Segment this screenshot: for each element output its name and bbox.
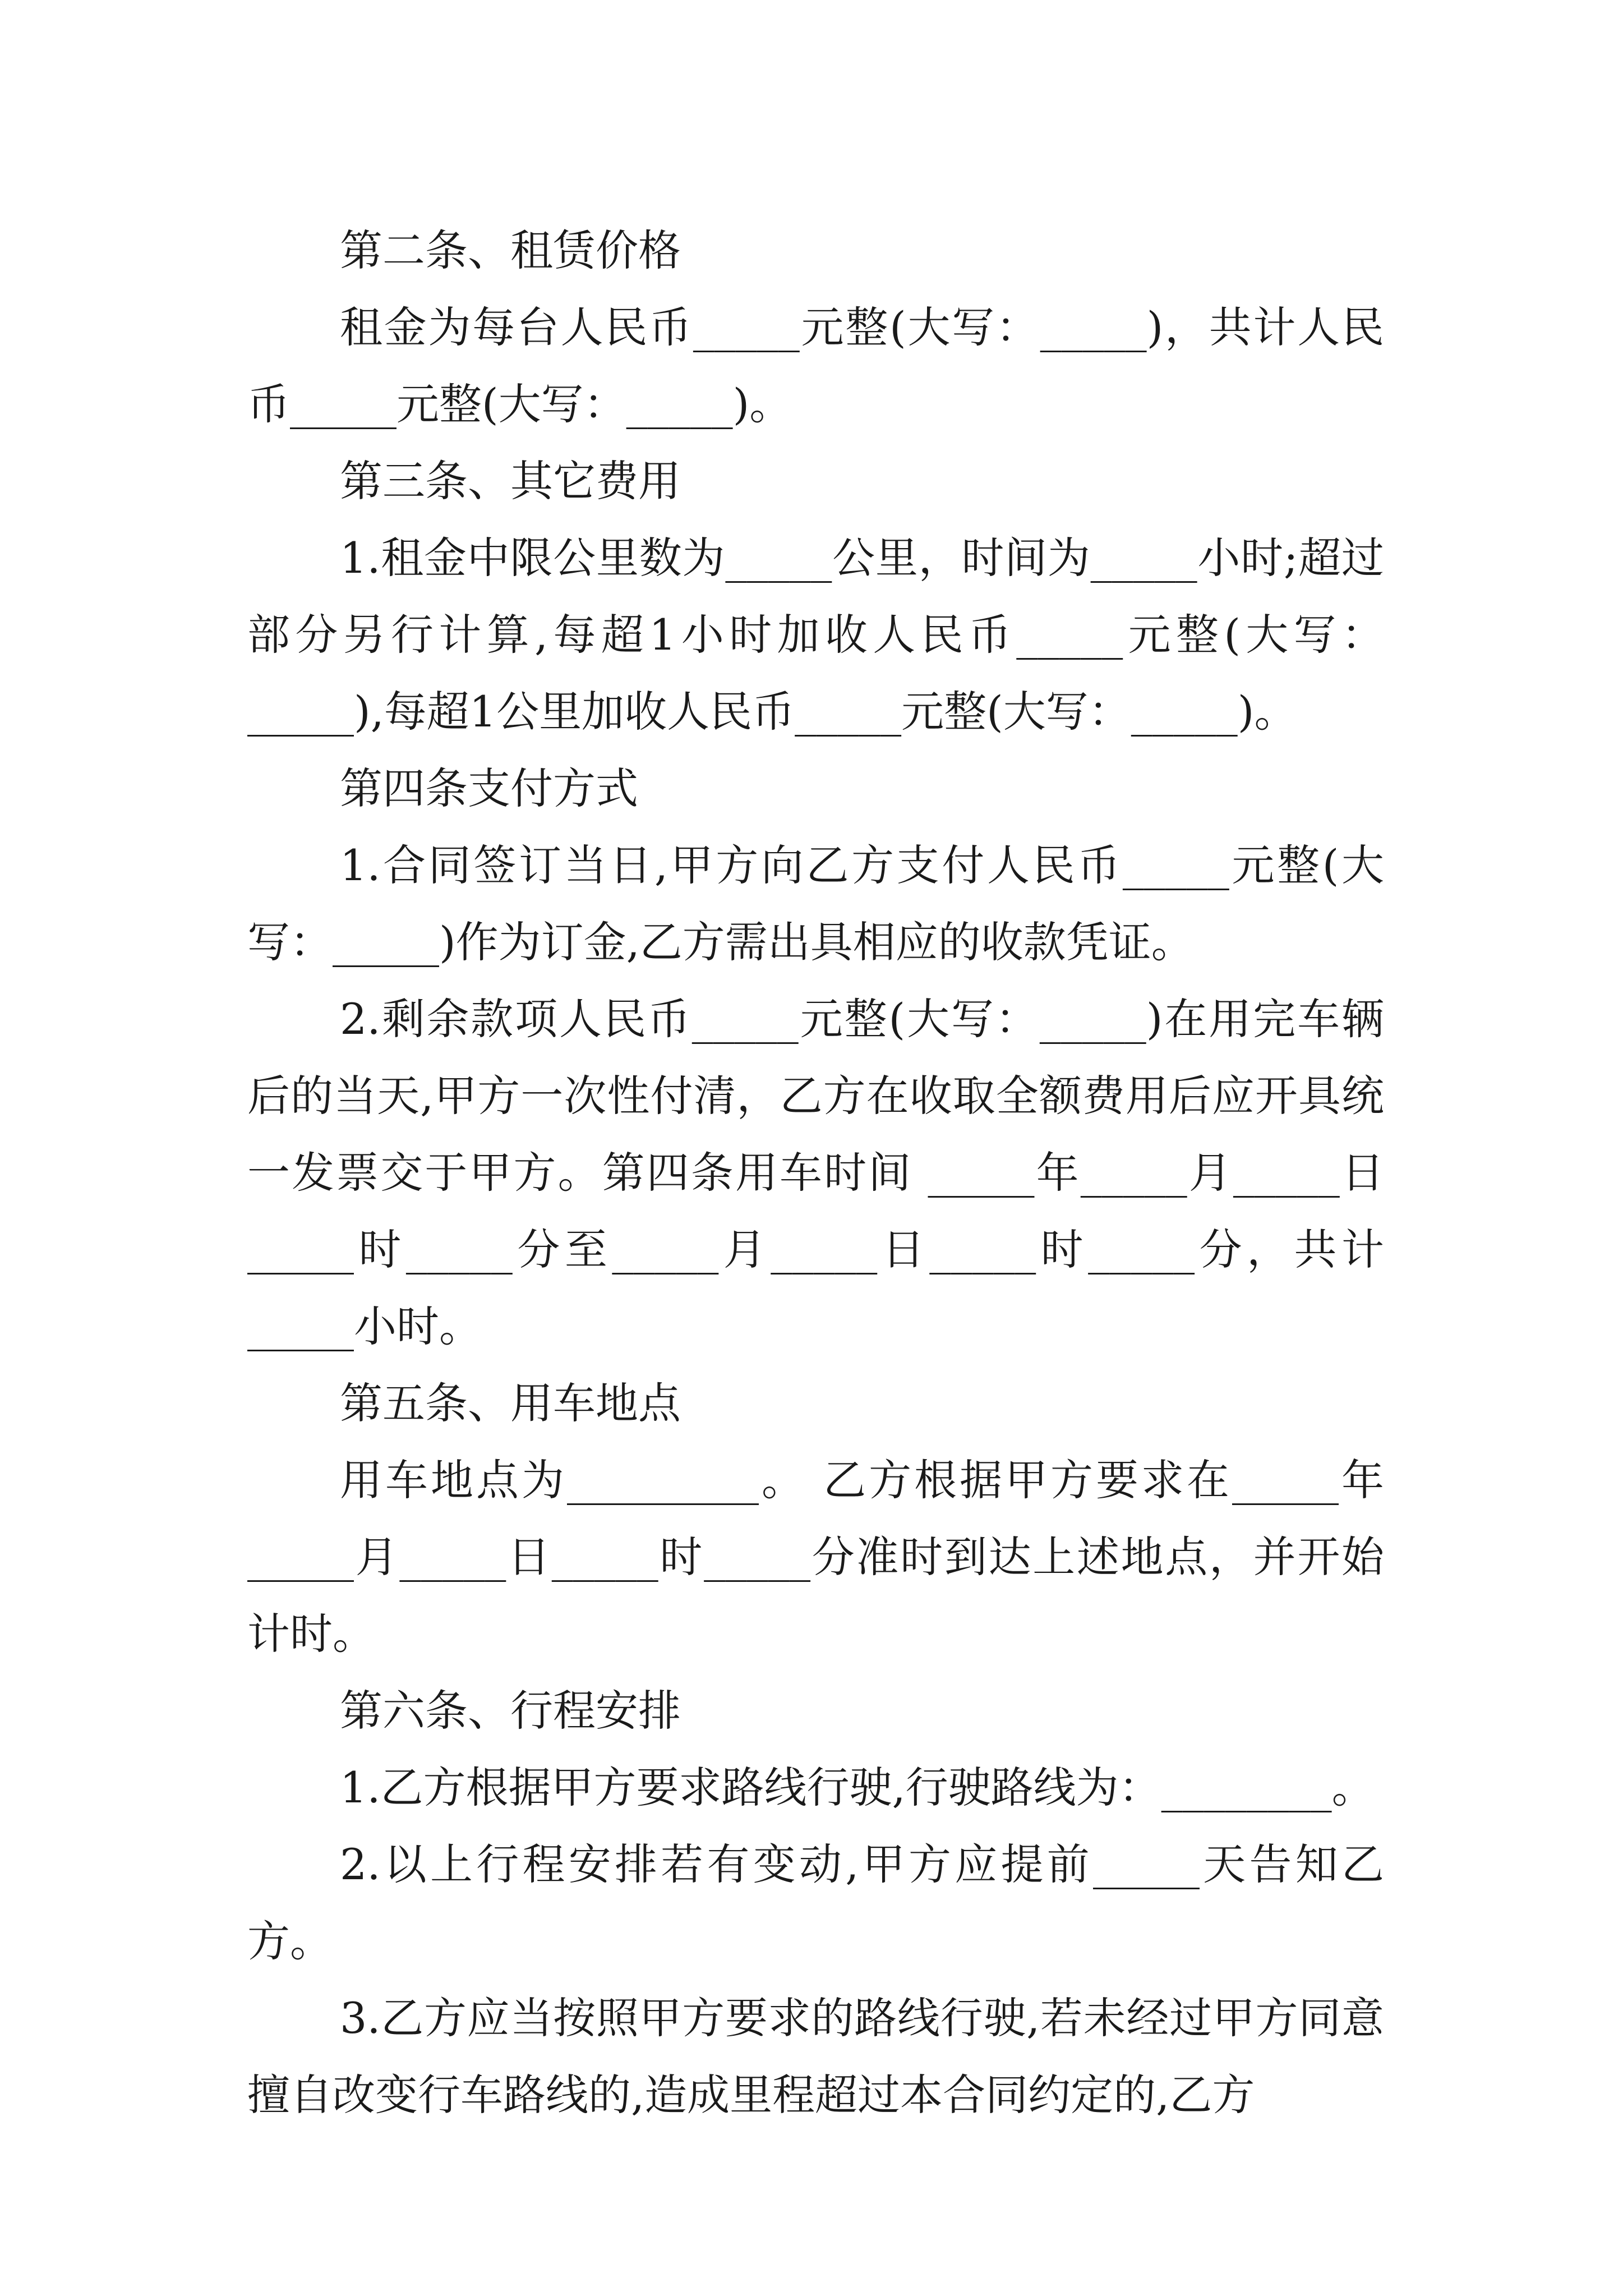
heading-article-5: 第五条、用车地点 [340, 1378, 681, 1428]
paragraph-rent-price: 租金为每台人民币_____元整(大写：_____)，共计人民币_____元整(大写：_____)。 [247, 302, 1384, 429]
paragraph-route-change: 2.以上行程安排若有变动,甲方应提前_____天告知乙方。 [247, 1839, 1384, 1966]
paragraph-deposit: 1.合同签订当日,甲方向乙方支付人民币_____元整(大写：_____)作为订金,乙方需出具相应的收款凭证。 [247, 840, 1384, 967]
heading-article-3: 第三条、其它费用 [340, 456, 681, 506]
heading-payment-method: 第四条支付方式 [340, 763, 638, 813]
paragraph-route-deviation: 3.乙方应当按照甲方要求的路线行驶,若未经过甲方同意擅自改变行车路线的,造成里程超过本合同约定的,乙方 [247, 1993, 1384, 2120]
heading-article-6: 第六条、行程安排 [340, 1686, 681, 1736]
paragraph-route: 1.乙方根据甲方要求路线行驶,行驶路线为：________。 [340, 1763, 1375, 1812]
heading-article-2: 第二条、租赁价格 [340, 226, 681, 275]
paragraph-extra-fees: 1.租金中限公里数为_____公里，时间为_____小时;超过部分另行计算,每超1小时加收人民币_____元整(大写：_____),每超1公里加收人民币_____元整(大写：_____)。 [247, 533, 1384, 737]
paragraph-location: 用车地点为_________。 乙方根据甲方要求在_____年_____月_____日_____时_____分准时到达上述地点，并开始计时。 [247, 1455, 1384, 1659]
paragraph-balance-and-time: 2.剩余款项人民币_____元整(大写：_____)在用完车辆后的当天,甲方一次性付清，乙方在收取全额费用后应开具统一发票交于甲方。第四条用车时间 _____年_____月_____日_____时_____分至_____月_____日_____时_____分，共计_____小时。 [247, 994, 1384, 1351]
document-body [247, 212, 1384, 2133]
